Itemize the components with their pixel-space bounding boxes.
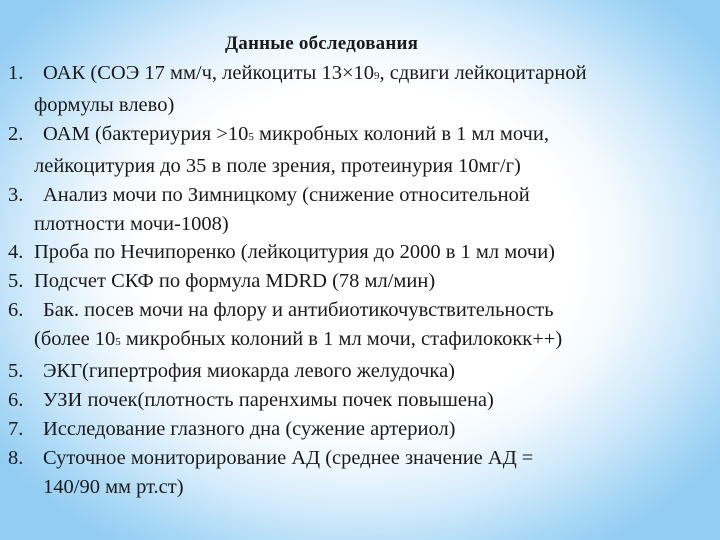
- examination-list: [8, 59, 713, 502]
- list-item: [8, 415, 713, 444]
- item-number: 5.: [8, 270, 24, 293]
- item-number: 5.: [8, 360, 24, 383]
- superscript: 5: [115, 336, 121, 349]
- item-continuation: 140/90 мм рт.ст): [43, 475, 184, 498]
- item-text: [34, 59, 713, 120]
- item-number: 2.: [8, 122, 24, 145]
- list-item: [8, 357, 713, 386]
- item-text-end: , сдвиги лейкоцитарной: [379, 62, 587, 84]
- item-text: Исследование глазного дна (сужение артериол): [43, 417, 456, 440]
- item-number: 3.: [8, 183, 24, 206]
- item-text: УЗИ почек(плотность паренхимы почек повышена): [43, 388, 494, 411]
- list-item: [8, 59, 713, 120]
- list-item: [8, 181, 713, 239]
- slide-title: Данные обследования: [225, 33, 419, 54]
- item-text-start: Бак. посев мочи на флору и антибиотикочувствительность: [43, 299, 554, 322]
- list-item: [8, 296, 713, 357]
- item-text: [34, 120, 713, 181]
- item-text: ЭКГ(гипертрофия миокарда левого желудочка): [43, 360, 456, 383]
- item-continuation-start: (более 10: [34, 328, 116, 351]
- item-continuation: [34, 325, 713, 357]
- item-continuation: плотности мочи-1008): [34, 212, 229, 235]
- item-number: 6.: [8, 388, 24, 411]
- item-text-start: ОАМ (бактериурия >10: [43, 122, 249, 145]
- list-item: [8, 267, 713, 296]
- item-text: Проба по Нечипоренко (лейкоцитурия до 2000 в 1 мл мочи): [34, 241, 555, 264]
- superscript: 5: [248, 130, 254, 143]
- list-item: [8, 386, 713, 415]
- item-text: [34, 296, 713, 357]
- item-number: 4.: [8, 241, 24, 264]
- item-number: 6.: [8, 299, 24, 322]
- item-number: 1.: [8, 62, 24, 84]
- item-text: [34, 181, 713, 239]
- superscript: 9: [374, 70, 380, 82]
- item-text: [34, 444, 713, 502]
- item-continuation-end: микробных колоний в 1 мл мочи, стафилококк++): [120, 328, 563, 351]
- item-text-end: микробных колоний в 1 мл мочи,: [253, 122, 549, 145]
- item-number: 7.: [8, 417, 24, 440]
- item-text-start: Анализ мочи по Зимницкому (снижение относительной: [43, 183, 530, 206]
- item-number: 8.: [8, 446, 24, 469]
- list-item: [8, 238, 713, 267]
- item-continuation: формулы влево): [34, 93, 175, 116]
- item-text-start: Суточное мониторирование АД (среднее значение АД =: [43, 446, 534, 469]
- item-continuation: лейкоцитурия до 35 в поле зрения, протеинурия 10мг/г): [34, 154, 521, 177]
- item-text-start: ОАК (СОЭ 17 мм/ч, лейкоциты 13×10: [43, 62, 375, 84]
- list-item: [8, 120, 713, 181]
- list-item: [8, 444, 713, 502]
- item-text: Подсчет СКФ по формула MDRD (78 мл/мин): [34, 270, 436, 293]
